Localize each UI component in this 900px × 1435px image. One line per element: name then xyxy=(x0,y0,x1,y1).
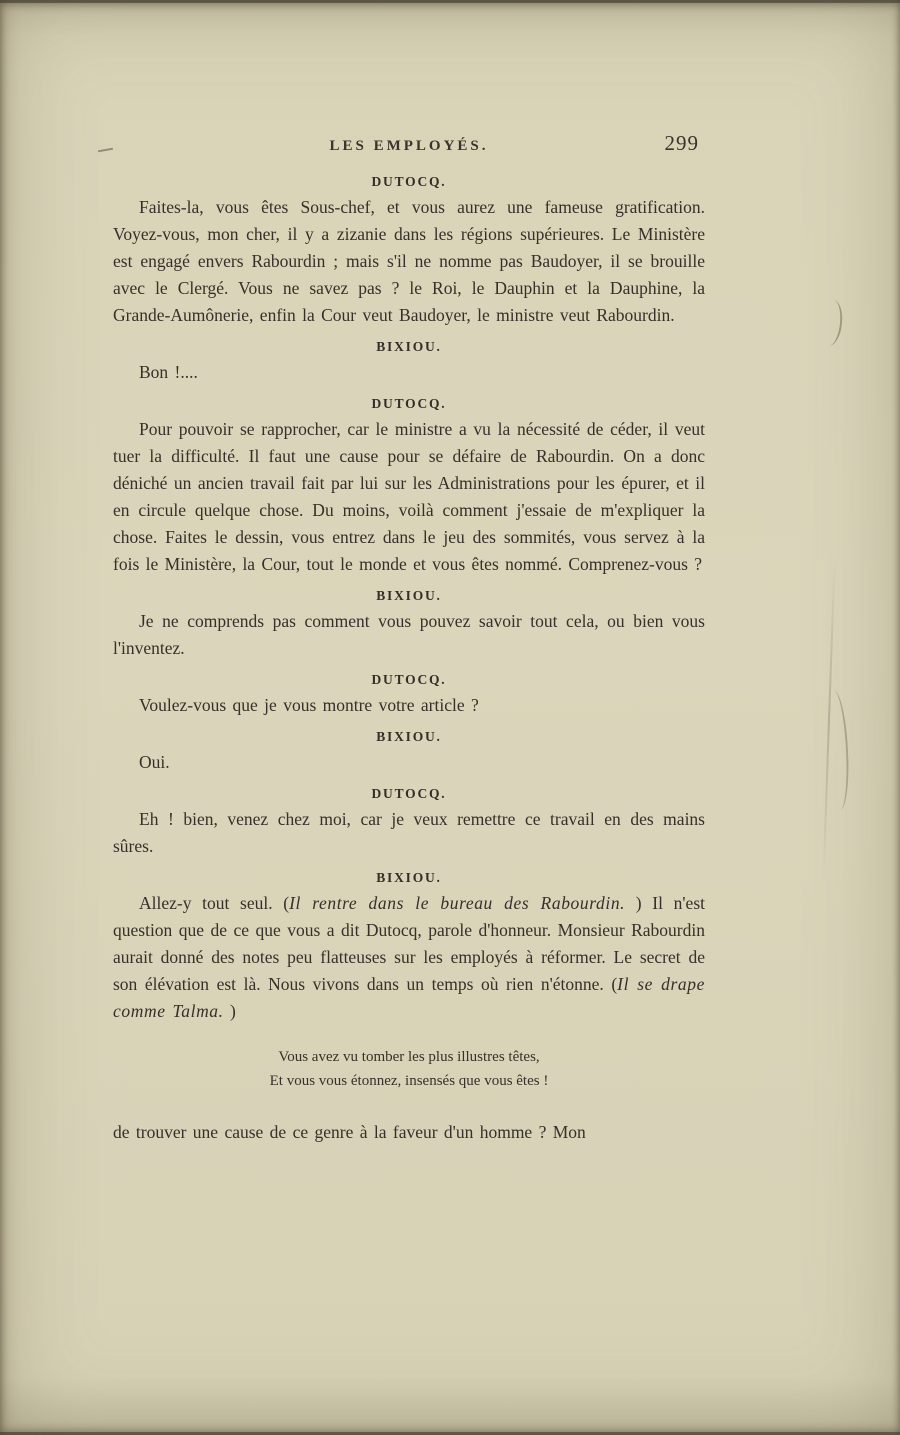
speaker-heading: DUTOCQ. xyxy=(371,672,447,687)
scan-artifact xyxy=(829,690,851,811)
scan-artifact xyxy=(822,299,845,347)
speaker-heading: BIXIOU. xyxy=(376,729,442,744)
speaker-heading: DUTOCQ. xyxy=(371,174,447,189)
dialogue-paragraph: Bon !.... xyxy=(139,362,198,382)
dialogue-text: ) Il n'est question que de ce que vous a dit Dutocq, parole d'honneur. Monsieur Rabourdin aurait donné des notes peu flatteuses sur les employés à réformer. Le secret de son élévation est là. Nous vivons dans un temps où rien n'étonne. ( xyxy=(113,893,705,994)
dialogue-paragraph: Eh ! bien, venez chez moi, car je veux remettre ce travail en des mains sûres. xyxy=(113,809,705,856)
speaker-heading: BIXIOU. xyxy=(376,588,442,603)
dialogue-paragraph: Pour pouvoir se rapprocher, car le ministre a vu la nécessité de céder, il veut tuer la difficulté. Il faut une cause pour se défaire de Rabourdin. On a donc déniché un ancien travail fait par lui sur les Administrations pour les épurer, et il en circule quelque chose. Du moins, voilà comment j'essaie de m'expliquer la chose. Faites le dessin, vous entrez dans le jeu des sommités, vous servez à la fois le Ministère, la Cour, tout le monde et vous êtes nommé. Comprenez-vous ? xyxy=(113,419,705,574)
speaker-heading: BIXIOU. xyxy=(376,870,442,885)
scan-artifact xyxy=(98,148,113,153)
dialogue-paragraph: Oui. xyxy=(139,752,170,772)
dialogue-paragraph: Je ne comprends pas comment vous pouvez savoir tout cela, ou bien vous l'inventez. xyxy=(113,611,705,658)
stage-direction: Il rentre dans le bureau des Rabourdin. xyxy=(289,893,626,913)
dialogue-text: ) xyxy=(223,1001,236,1021)
verse-line: Vous avez vu tomber les plus illustres têtes, xyxy=(278,1049,540,1065)
dialogue-text: Allez-y tout seul. ( xyxy=(139,893,290,913)
dialogue-paragraph: Voulez-vous que je vous montre votre article ? xyxy=(139,695,479,715)
dialogue-paragraph: de trouver une cause de ce genre à la faveur d'un homme ? Mon xyxy=(113,1122,586,1142)
speaker-heading: DUTOCQ. xyxy=(371,396,447,411)
page-number: 299 xyxy=(664,131,699,155)
text-column xyxy=(113,131,705,1146)
speaker-heading: BIXIOU. xyxy=(376,339,442,354)
stage-direction: Il se drape comme Talma. xyxy=(113,974,705,1021)
running-title: LES EMPLOYÉS. xyxy=(329,138,489,154)
verse-quote xyxy=(113,1045,705,1093)
speaker-heading: DUTOCQ. xyxy=(371,786,447,801)
dialogue-paragraph: Faites-la, vous êtes Sous-chef, et vous aurez une fameuse gratification. Voyez-vous, mon cher, il y a zizanie dans les régions supérieures. Le Ministère est engagé envers Rabourdin ; mais s'il ne nomme pas Baudoyer, il se brouille avec le Clergé. Vous ne savez pas ? le Roi, le Dauphin et la Dauphine, la Grande-Aumônerie, enfin la Cour veut Baudoyer, le ministre veut Rabourdin. xyxy=(113,197,705,325)
scan-edge-top xyxy=(0,0,900,3)
page-header xyxy=(113,131,705,164)
verse-line: Et vous vous étonnez, insensés que vous êtes ! xyxy=(269,1073,549,1089)
dialogue-paragraph xyxy=(113,890,705,1025)
